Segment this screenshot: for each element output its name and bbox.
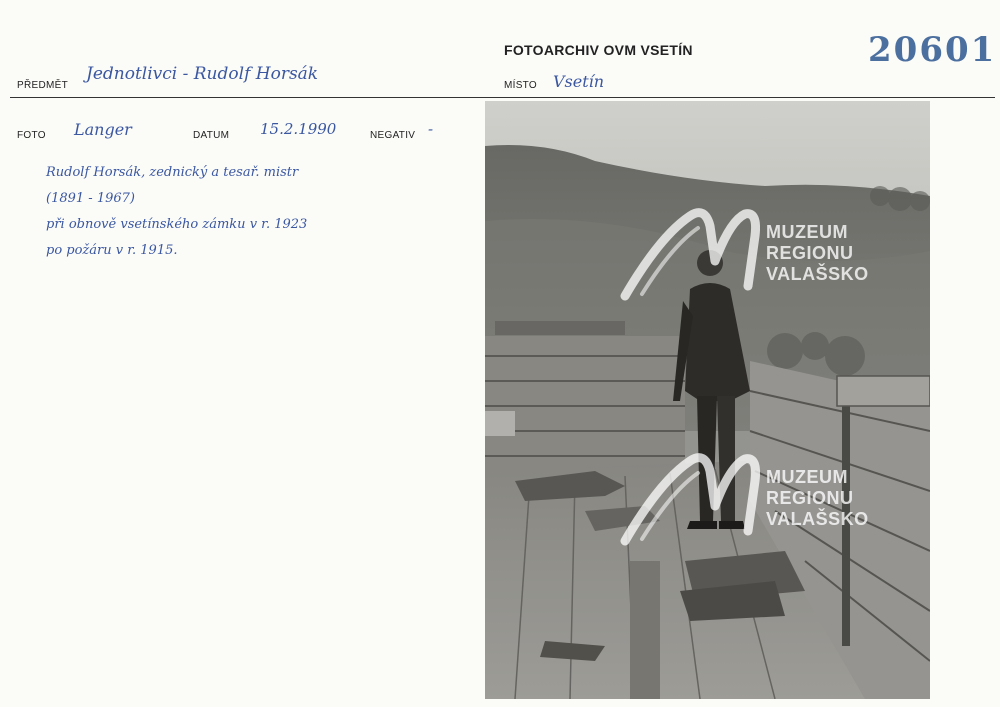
museum-watermark (620, 451, 869, 546)
watermark-line: REGIONU (766, 488, 854, 508)
negativ-value: - (428, 120, 434, 138)
museum-logo-icon (620, 451, 760, 546)
description-line: při obnově vsetínského zámku v r. 1923 (46, 217, 308, 232)
watermark-line: MUZEUM (766, 467, 848, 487)
watermark-line: REGIONU (766, 243, 854, 263)
archival-photograph (485, 101, 930, 699)
predmet-label: PŘEDMĚT (17, 80, 68, 91)
watermark-line: VALAŠSKO (766, 264, 869, 284)
photo-illustration (485, 101, 930, 699)
watermark-text (766, 222, 869, 285)
record-number-stamp: 20601 (868, 30, 997, 70)
watermark-line: VALAŠSKO (766, 509, 869, 529)
header-divider (10, 97, 995, 98)
photo-description (46, 160, 466, 264)
negativ-label: NEGATIV (370, 130, 416, 141)
description-line: (1891 - 1967) (46, 191, 135, 206)
foto-label: FOTO (17, 130, 46, 141)
misto-value: Vsetín (553, 72, 605, 91)
museum-watermark (620, 206, 869, 301)
description-line: Rudolf Horsák, zednický a tesař. mistr (46, 165, 299, 180)
datum-label: DATUM (193, 130, 230, 141)
watermark-text (766, 467, 869, 530)
archive-title: FOTOARCHIV OVM VSETÍN (504, 42, 693, 58)
foto-value: Langer (74, 120, 132, 139)
datum-value: 15.2.1990 (260, 120, 337, 138)
museum-logo-icon (620, 206, 760, 301)
description-line: po požáru v r. 1915. (46, 243, 178, 258)
watermark-line: MUZEUM (766, 222, 848, 242)
misto-label: MÍSTO (504, 80, 537, 91)
predmet-value: Jednotlivci - Rudolf Horsák (86, 64, 319, 84)
